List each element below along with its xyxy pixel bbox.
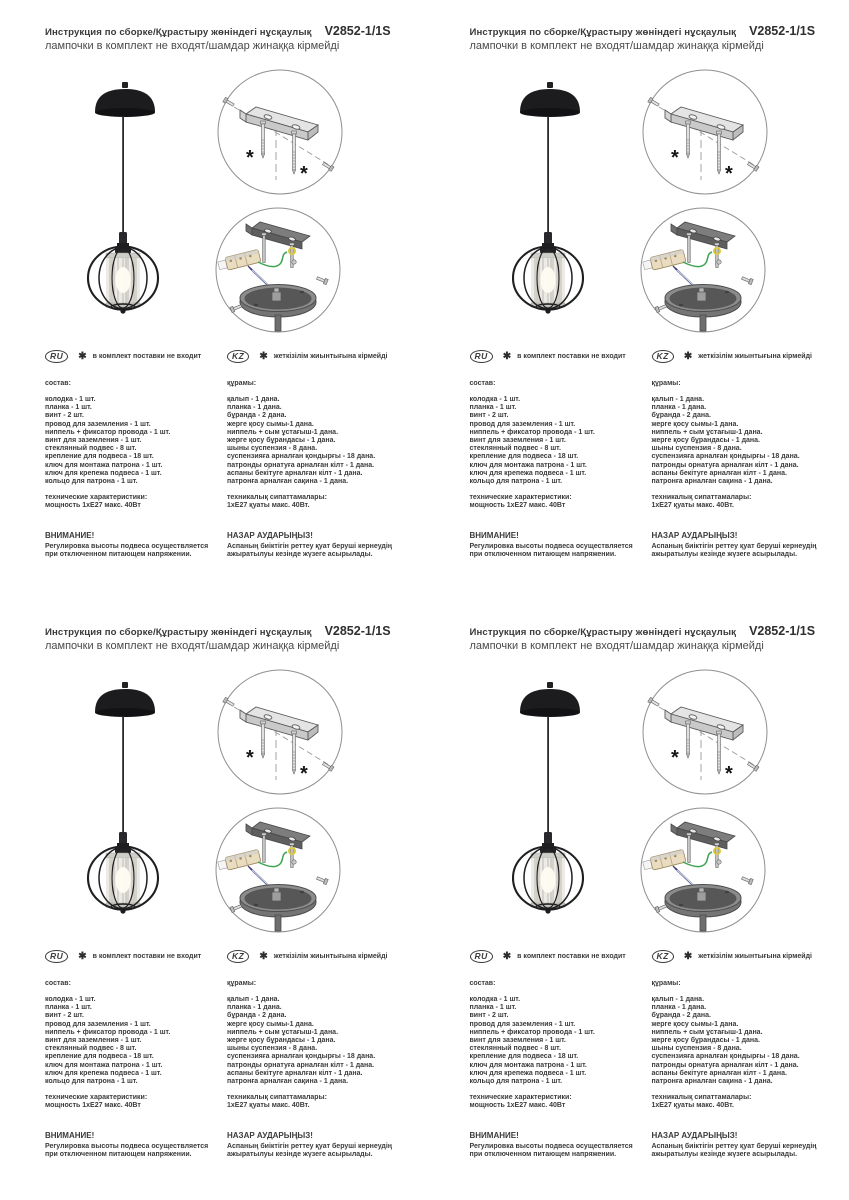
not-included-marker: * <box>670 747 679 769</box>
ru-list-title: состав: <box>45 380 71 387</box>
part-line: жерге қосу бұрандасы - 1 дана. <box>651 1037 760 1045</box>
kz-tech-title: техникалық сипаттамалары: <box>651 1094 752 1102</box>
crystal-shade <box>106 853 140 907</box>
part-line: провод для заземления - 1 шт. <box>469 1020 576 1028</box>
crystal-shade <box>106 253 140 307</box>
part-line: винт для заземления - 1 шт. <box>469 1037 566 1045</box>
part-line: қалып - 1 дана. <box>651 396 705 403</box>
part-line: стеклянный подвес - 8 шт. <box>45 1045 137 1053</box>
kz-warning <box>227 1132 419 1160</box>
part-line: ниппель + сым ұстағыш-1 дана. <box>227 1028 339 1036</box>
model-number: V2852-1/1S <box>749 24 816 38</box>
part-line: қалып - 1 дана. <box>651 996 705 1003</box>
part-line: колодка - 1 шт. <box>45 396 96 403</box>
sheet-title: Инструкция по сборке/Құрастыру жөніндегі нұсқаулық <box>469 627 737 638</box>
kz-parts-list <box>652 396 844 486</box>
kz-warning-title: НАЗАР АУДАРЫҢЫЗ! <box>651 530 738 540</box>
terminal-nut <box>292 260 296 264</box>
ru-tech-value: мощность 1хЕ27 макс. 40Вт <box>45 502 141 510</box>
part-line: шыны суспензия - 8 дана. <box>227 1045 318 1053</box>
ru-language-badge: RU <box>45 950 68 963</box>
sheet-subtitle: лампочки в комплект не входят/шамдар жинаққа кірмейді <box>469 640 764 652</box>
part-line: ниппель + сым ұстағыш-1 дана. <box>651 1028 763 1036</box>
cup-stem <box>275 315 281 331</box>
kz-language-badge: KZ <box>227 950 249 963</box>
part-line: планка - 1 шт. <box>45 1004 92 1012</box>
ru-section <box>45 349 219 560</box>
ru-tech-title: технические характеристики: <box>469 1094 572 1102</box>
suspension-cord <box>547 116 549 232</box>
part-line: планка - 1 шт. <box>469 1004 517 1012</box>
part-line: крепление для подвеса - 18 шт. <box>469 1053 579 1061</box>
ru-warning-title: ВНИМАНИЕ! <box>469 530 519 540</box>
ru-tech-specs <box>45 1094 219 1110</box>
kz-warning-text: Аспаның биіктігін реттеу қуат беруші кернеудің ажыратылуы кезінде жүзеге асырылады. <box>227 1143 393 1159</box>
ru-list-title: состав: <box>469 980 496 987</box>
kz-section <box>227 349 419 560</box>
instruction-sheet <box>0 600 425 1200</box>
part-line: планка - 1 шт. <box>469 404 517 412</box>
ru-tech-title: технические характеристики: <box>469 494 572 502</box>
canopy-wiring-diagram <box>639 206 767 334</box>
sheet-title: Инструкция по сборке/Құрастыру жөніндегі нұсқаулық <box>45 27 312 38</box>
part-line: колодка - 1 шт. <box>45 996 96 1003</box>
part-line: бұранда - 2 дана. <box>227 412 287 420</box>
long-screw-icon <box>261 721 266 758</box>
kz-warning-title: НАЗАР АУДАРЫҢЫЗ! <box>651 1130 738 1140</box>
part-line: кольцо для патрона - 1 шт. <box>469 478 563 486</box>
kz-language-badge: KZ <box>227 350 249 363</box>
part-line: винт - 2 шт. <box>45 1012 84 1020</box>
mounting-bracket-diagram <box>216 68 344 196</box>
ceiling-canopy <box>95 82 155 117</box>
instruction-sheet <box>0 0 425 600</box>
part-line: аспаны бекітуге арналған кілт - 1 дана. <box>227 1069 363 1077</box>
part-line: суспензияға арналған қондырғы - 18 дана. <box>651 453 800 461</box>
kz-badge-row <box>227 949 419 963</box>
part-line: планка - 1 шт. <box>45 404 92 412</box>
title-row <box>470 24 816 38</box>
not-included-marker: * <box>300 163 308 185</box>
not-included-marker: * <box>246 747 254 769</box>
sheet-title: Инструкция по сборке/Құрастыру жөніндегі нұсқаулық <box>45 627 312 638</box>
kz-list-title: құрамы: <box>227 980 257 987</box>
part-line: патронды орнатуға арналған кілт - 1 дана. <box>651 1061 799 1069</box>
part-line: кольцо для патрона - 1 шт. <box>45 1078 138 1086</box>
part-line: бұранда - 2 дана. <box>227 1012 287 1020</box>
ceiling-canopy <box>520 82 580 117</box>
kz-list-title: құрамы: <box>227 380 257 387</box>
kz-tech-value: 1хЕ27 қуаты макс. 40Вт. <box>651 502 734 510</box>
kz-list-title: құрамы: <box>651 980 681 987</box>
part-line: бұранда - 2 дана. <box>651 1012 711 1020</box>
cage-finial <box>545 908 550 913</box>
kz-tech-value: 1хЕ27 қуаты макс. 40Вт. <box>227 502 310 510</box>
ru-warning-text: Регулировка высоты подвеса осуществляется при отключенном питающем напряжении. <box>45 543 209 559</box>
kz-warning <box>652 1132 844 1160</box>
kz-tech-value: 1хЕ27 қуаты макс. 40Вт. <box>651 1102 734 1110</box>
part-line: колодка - 1 шт. <box>469 396 521 403</box>
part-line: аспаны бекітуге арналған кілт - 1 дана. <box>651 469 787 477</box>
long-screw-icon <box>261 121 266 158</box>
canopy-wiring-diagram <box>639 806 767 934</box>
kz-not-included-note: жеткізілім жиынтығына кірмейді <box>273 352 388 360</box>
asterisk-icon: ✱ <box>78 950 87 962</box>
asterisk-icon: ✱ <box>683 950 693 962</box>
part-line: крепление для подвеса - 18 шт. <box>45 1053 154 1061</box>
instruction-sheet <box>425 0 849 600</box>
ru-badge-row <box>45 349 219 363</box>
part-line: аспаны бекітуге арналған кілт - 1 дана. <box>651 1069 787 1077</box>
part-line: планка - 1 дана. <box>651 1004 707 1012</box>
part-line: ниппель + фиксатор провода - 1 шт. <box>45 428 171 436</box>
terminal-nut <box>716 260 720 264</box>
kz-not-included-note: жеткізілім жиынтығына кірмейді <box>273 952 388 960</box>
kz-tech-value: 1хЕ27 қуаты макс. 40Вт. <box>227 1102 310 1110</box>
long-screw-icon <box>716 731 721 774</box>
not-included-marker: * <box>724 163 733 185</box>
ru-section <box>470 349 644 560</box>
kz-tech-title: техникалық сипаттамалары: <box>227 1094 327 1102</box>
part-line: қалып - 1 дана. <box>227 396 280 403</box>
part-line: жерге қосу сымы-1 дана. <box>227 1020 314 1028</box>
kz-tech-specs <box>227 494 419 510</box>
part-line: жерге қосу сымы-1 дана. <box>651 1020 739 1028</box>
part-line: жерге қосу бұрандасы - 1 дана. <box>651 437 760 445</box>
ru-language-badge: RU <box>470 950 493 963</box>
part-line: колодка - 1 шт. <box>469 996 521 1003</box>
suspension-cord <box>547 716 549 832</box>
sheet-header <box>470 624 816 652</box>
kz-list-title: құрамы: <box>651 380 681 387</box>
ru-warning-title: ВНИМАНИЕ! <box>45 1130 95 1140</box>
ru-not-included-note: в комплект поставки не входит <box>517 952 626 960</box>
pendant-lamp-photo <box>60 682 196 937</box>
sheet-header <box>470 24 816 52</box>
part-line: винт для заземления - 1 шт. <box>45 437 142 445</box>
part-line: ниппель + фиксатор провода - 1 шт. <box>469 428 595 436</box>
kz-section <box>652 949 844 1160</box>
part-line: ключ для крепежа подвеса - 1 шт. <box>469 469 587 477</box>
kz-warning-title: НАЗАР АУДАРЫҢЫЗ! <box>227 1130 313 1140</box>
asterisk-icon: ✱ <box>259 950 268 962</box>
part-line: жерге қосу бұрандасы - 1 дана. <box>227 437 336 445</box>
kz-warning-text: Аспаның биіктігін реттеу қуат беруші кернеудің ажыратылуы кезінде жүзеге асырылады. <box>651 543 817 559</box>
kz-tech-title: техникалық сипаттамалары: <box>227 494 327 502</box>
terminal-nut <box>716 860 720 864</box>
crystal-shade <box>531 253 565 307</box>
cage-finial <box>545 308 550 313</box>
title-row <box>470 624 816 638</box>
kz-section <box>652 349 844 560</box>
ru-warning-text: Регулировка высоты подвеса осуществляется при отключенном питающем напряжении. <box>469 1143 633 1159</box>
part-line: планка - 1 дана. <box>651 404 707 412</box>
part-line: қалып - 1 дана. <box>227 996 280 1003</box>
ru-section <box>470 949 644 1160</box>
ru-tech-specs <box>470 1094 644 1110</box>
cup-stem <box>275 915 281 931</box>
pendant-lamp-photo <box>485 82 621 337</box>
kz-warning-text: Аспаның биіктігін реттеу қуат беруші кернеудің ажыратылуы кезінде жүзеге асырылады. <box>227 543 393 559</box>
part-line: ключ для крепежа подвеса - 1 шт. <box>45 469 162 477</box>
part-line: ниппель + сым ұстағыш-1 дана. <box>651 428 763 436</box>
part-line: жерге қосу сымы-1 дана. <box>227 420 314 428</box>
model-number: V2852-1/1S <box>749 624 816 638</box>
part-line: шыны суспензия - 8 дана. <box>227 445 318 453</box>
mounting-bracket-diagram <box>641 668 769 796</box>
ru-parts-list <box>470 396 644 486</box>
kz-badge-row <box>227 349 419 363</box>
pendant-lamp-photo <box>60 82 196 337</box>
crystal-shade <box>531 853 565 907</box>
model-number: V2852-1/1S <box>324 624 391 638</box>
asterisk-icon: ✱ <box>78 350 87 362</box>
part-line: патронға арналған сақина - 1 дана. <box>651 478 773 486</box>
part-line: жерге қосу бұрандасы - 1 дана. <box>227 1037 336 1045</box>
part-line: жерге қосу сымы-1 дана. <box>651 420 739 428</box>
part-line: крепление для подвеса - 18 шт. <box>469 453 579 461</box>
part-line: планка - 1 дана. <box>227 404 282 412</box>
kz-parts-list <box>227 996 419 1086</box>
ru-warning-title: ВНИМАНИЕ! <box>469 1130 519 1140</box>
part-line: ниппель + фиксатор провода - 1 шт. <box>469 1028 595 1036</box>
ru-not-included-note: в комплект поставки не входит <box>517 352 626 360</box>
part-line: винт - 2 шт. <box>469 1012 509 1020</box>
not-included-marker: * <box>300 763 308 785</box>
instruction-sheet <box>425 600 849 1200</box>
part-line: винт для заземления - 1 шт. <box>45 1037 142 1045</box>
part-line: ключ для монтажа патрона - 1 шт. <box>45 1061 163 1069</box>
ru-section <box>45 949 219 1160</box>
ru-badge-row <box>45 949 219 963</box>
title-row <box>45 24 391 38</box>
ceiling-canopy <box>95 682 155 717</box>
canopy-wiring-diagram <box>214 206 342 334</box>
kz-badge-row <box>652 949 844 963</box>
part-line: стеклянный подвес - 8 шт. <box>469 445 561 453</box>
ru-parts-list <box>470 996 644 1086</box>
ru-not-included-note: в комплект поставки не входит <box>92 352 202 360</box>
ru-list-title: состав: <box>45 980 71 987</box>
ru-parts-list <box>45 396 219 486</box>
mounting-bracket-diagram <box>216 668 344 796</box>
not-included-marker: * <box>670 147 679 169</box>
part-line: провод для заземления - 1 шт. <box>45 1020 151 1028</box>
ru-parts-list <box>45 996 219 1086</box>
kz-section <box>227 949 419 1160</box>
long-screw-icon <box>716 131 721 174</box>
kz-parts-list <box>652 996 844 1086</box>
long-screw-icon <box>685 721 690 758</box>
ru-tech-specs <box>470 494 644 510</box>
sheet-header <box>45 624 391 652</box>
kz-tech-specs <box>652 494 844 510</box>
asterisk-icon: ✱ <box>683 350 693 362</box>
asterisk-icon: ✱ <box>259 350 268 362</box>
suspension-cord <box>122 116 124 232</box>
ru-tech-title: технические характеристики: <box>45 494 148 502</box>
part-line: шыны суспензия - 8 дана. <box>651 445 742 453</box>
part-line: крепление для подвеса - 18 шт. <box>45 453 154 461</box>
part-line: ключ для крепежа подвеса - 1 шт. <box>469 1069 587 1077</box>
ru-badge-row <box>470 349 644 363</box>
sheet-subtitle: лампочки в комплект не входят/шамдар жинаққа кірмейді <box>45 40 340 52</box>
part-line: патронға арналған сақина - 1 дана. <box>227 1078 349 1086</box>
canopy-wiring-diagram <box>214 806 342 934</box>
kz-tech-specs <box>227 1094 419 1110</box>
part-line: ниппель + фиксатор провода - 1 шт. <box>45 1028 171 1036</box>
part-line: провод для заземления - 1 шт. <box>45 420 151 428</box>
part-line: ключ для монтажа патрона - 1 шт. <box>45 461 163 469</box>
kz-not-included-note: жеткізілім жиынтығына кірмейді <box>698 352 812 360</box>
ru-badge-row <box>470 949 644 963</box>
asterisk-icon: ✱ <box>502 350 512 362</box>
ru-warning <box>45 1132 219 1160</box>
suspension-cord <box>122 716 124 832</box>
part-line: ниппель + сым ұстағыш-1 дана. <box>227 428 339 436</box>
kz-tech-specs <box>652 1094 844 1110</box>
part-line: суспензияға арналған қондырғы - 18 дана. <box>651 1053 800 1061</box>
ru-language-badge: RU <box>45 350 68 363</box>
terminal-nut <box>292 860 296 864</box>
ru-tech-specs <box>45 494 219 510</box>
part-line: патронға арналған сақина - 1 дана. <box>227 478 349 486</box>
sheet-header <box>45 24 391 52</box>
ru-tech-value: мощность 1хЕ27 макс. 40Вт <box>469 502 566 510</box>
part-line: суспензияға арналған қондырғы - 18 дана. <box>227 453 376 461</box>
ru-warning-title: ВНИМАНИЕ! <box>45 530 95 540</box>
part-line: ключ для крепежа подвеса - 1 шт. <box>45 1069 162 1077</box>
part-line: патронды орнатуға арналған кілт - 1 дана. <box>227 461 375 469</box>
part-line: кольцо для патрона - 1 шт. <box>469 1078 563 1086</box>
kz-not-included-note: жеткізілім жиынтығына кірмейді <box>698 952 812 960</box>
cup-stem <box>700 915 706 931</box>
part-line: провод для заземления - 1 шт. <box>469 420 576 428</box>
ru-tech-value: мощность 1хЕ27 макс. 40Вт <box>45 1102 141 1110</box>
ru-tech-value: мощность 1хЕ27 макс. 40Вт <box>469 1102 566 1110</box>
part-line: бұранда - 2 дана. <box>651 412 711 420</box>
ru-language-badge: RU <box>470 350 493 363</box>
ru-warning-text: Регулировка высоты подвеса осуществляется при отключенном питающем напряжении. <box>45 1143 209 1159</box>
part-line: ключ для монтажа патрона - 1 шт. <box>469 1061 587 1069</box>
kz-warning-text: Аспаның биіктігін реттеу қуат беруші кернеудің ажыратылуы кезінде жүзеге асырылады. <box>651 1143 817 1159</box>
ru-warning <box>470 1132 644 1160</box>
title-row <box>45 624 391 638</box>
part-line: кольцо для патрона - 1 шт. <box>45 478 138 486</box>
not-included-marker: * <box>724 763 733 785</box>
kz-language-badge: KZ <box>652 350 674 363</box>
part-line: аспаны бекітуге арналған кілт - 1 дана. <box>227 469 363 477</box>
ru-warning <box>45 532 219 560</box>
ru-tech-title: технические характеристики: <box>45 1094 148 1102</box>
pendant-lamp-photo <box>485 682 621 937</box>
not-included-marker: * <box>246 147 254 169</box>
part-line: стеклянный подвес - 8 шт. <box>469 1045 561 1053</box>
kz-warning <box>227 532 419 560</box>
part-line: планка - 1 дана. <box>227 1004 282 1012</box>
part-line: винт - 2 шт. <box>45 412 84 420</box>
part-line: патронға арналған сақина - 1 дана. <box>651 1078 773 1086</box>
kz-warning <box>652 532 844 560</box>
model-number: V2852-1/1S <box>324 24 391 38</box>
cage-finial <box>120 908 125 913</box>
sheet-subtitle: лампочки в комплект не входят/шамдар жинаққа кірмейді <box>469 40 764 52</box>
mounting-bracket-diagram <box>641 68 769 196</box>
kz-parts-list <box>227 396 419 486</box>
kz-tech-title: техникалық сипаттамалары: <box>651 494 752 502</box>
long-screw-icon <box>292 731 297 774</box>
asterisk-icon: ✱ <box>502 950 512 962</box>
sheet-title: Инструкция по сборке/Құрастыру жөніндегі нұсқаулық <box>469 27 737 38</box>
cup-stem <box>700 315 706 331</box>
part-line: шыны суспензия - 8 дана. <box>651 1045 742 1053</box>
ru-not-included-note: в комплект поставки не входит <box>92 952 202 960</box>
kz-badge-row <box>652 349 844 363</box>
ceiling-canopy <box>520 682 580 717</box>
part-line: винт для заземления - 1 шт. <box>469 437 566 445</box>
sheet-subtitle: лампочки в комплект не входят/шамдар жинаққа кірмейді <box>45 640 340 652</box>
part-line: патронды орнатуға арналған кілт - 1 дана. <box>227 1061 375 1069</box>
part-line: ключ для монтажа патрона - 1 шт. <box>469 461 587 469</box>
ru-warning-text: Регулировка высоты подвеса осуществляется при отключенном питающем напряжении. <box>469 543 633 559</box>
part-line: винт - 2 шт. <box>469 412 509 420</box>
part-line: стеклянный подвес - 8 шт. <box>45 445 137 453</box>
cage-finial <box>120 308 125 313</box>
kz-warning-title: НАЗАР АУДАРЫҢЫЗ! <box>227 530 313 540</box>
ru-warning <box>470 532 644 560</box>
part-line: суспензияға арналған қондырғы - 18 дана. <box>227 1053 376 1061</box>
kz-language-badge: KZ <box>652 950 674 963</box>
ru-list-title: состав: <box>469 380 496 387</box>
long-screw-icon <box>292 131 297 174</box>
part-line: патронды орнатуға арналған кілт - 1 дана. <box>651 461 799 469</box>
long-screw-icon <box>685 121 690 158</box>
